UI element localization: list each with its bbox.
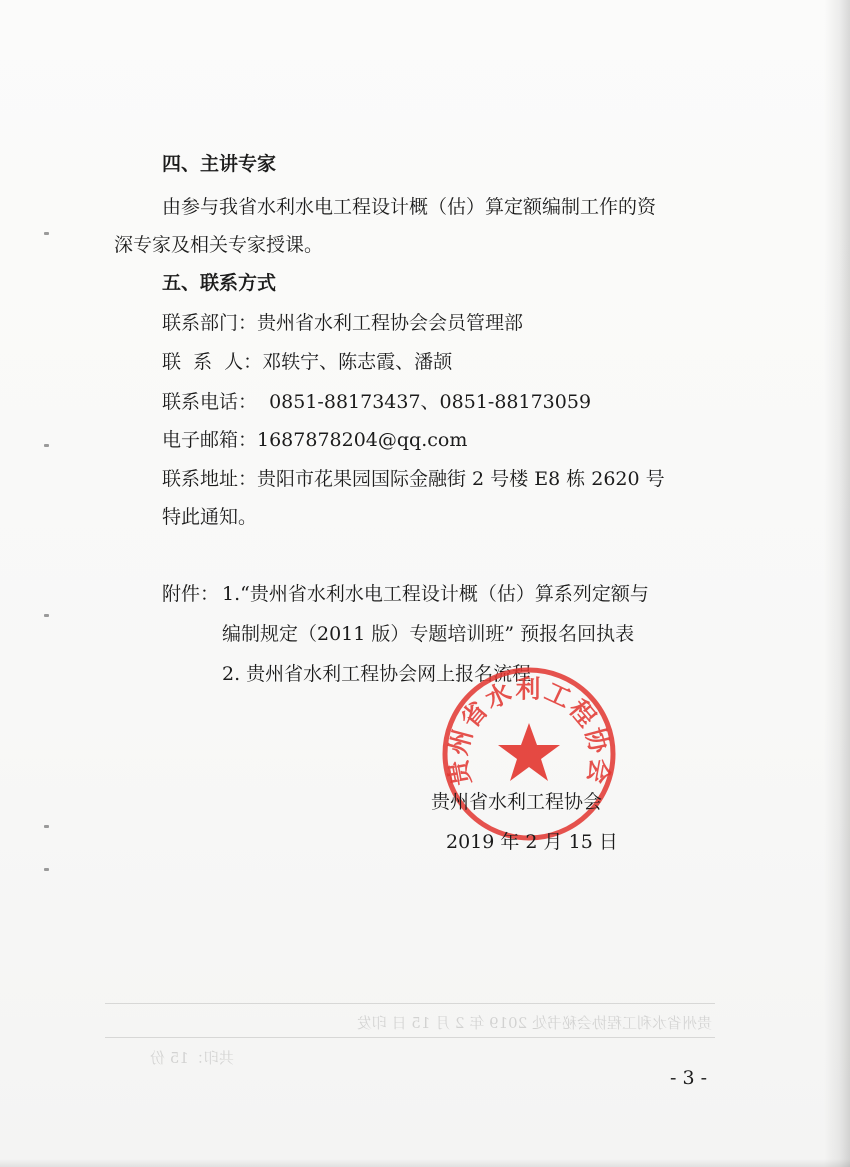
star-icon xyxy=(498,723,560,781)
show-through-text-line2: 共印：15 份 xyxy=(150,1049,234,1067)
official-seal xyxy=(440,665,618,843)
show-through-rule xyxy=(105,1003,715,1004)
closing-text: 特此通知。 xyxy=(162,506,258,528)
show-through-text-line1: 贵州省水利工程协会秘书处 2019 年 2 月 15 日 印发 xyxy=(356,1014,712,1032)
binding-mark xyxy=(44,444,49,447)
section4-heading: 四、主讲专家 xyxy=(162,153,277,175)
section4-body-line1: 由参与我省水利水电工程设计概（估）算定额编制工作的资 xyxy=(162,196,657,218)
contact-phone: 联系电话： 0851-88173437、0851-88173059 xyxy=(162,391,592,413)
section4-body-line2: 深专家及相关专家授课。 xyxy=(114,234,324,256)
contact-email: 电子邮箱：1687878204@qq.com xyxy=(162,429,468,451)
binding-mark xyxy=(44,868,49,871)
contact-person: 联 系 人：邓轶宁、陈志霞、潘颉 xyxy=(162,351,453,373)
page-edge-shadow xyxy=(824,0,850,1167)
attachment-item1-line1: 1.“贵州省水利水电工程设计概（估）算系列定额与 xyxy=(222,583,649,605)
attachment-item1-line2: 编制规定（2011 版）专题培训班” 预报名回执表 xyxy=(222,623,635,645)
signature-date: 2019 年 2 月 15 日 xyxy=(446,831,618,853)
binding-mark xyxy=(44,614,49,617)
signature-organization: 贵州省水利工程协会 xyxy=(431,791,603,813)
seal-text: 贵州省水利工程协会 xyxy=(442,674,616,788)
section5-heading: 五、联系方式 xyxy=(162,272,277,294)
binding-mark xyxy=(44,232,49,235)
contact-address: 联系地址：贵阳市花果园国际金融街 2 号楼 E8 栋 2620 号 xyxy=(162,468,665,490)
show-through-rule xyxy=(105,1037,715,1038)
page-number: - 3 - xyxy=(670,1067,708,1089)
contact-department: 联系部门：贵州省水利工程协会会员管理部 xyxy=(162,312,524,334)
attachment-label: 附件： xyxy=(162,583,220,605)
attachment-item2: 2. 贵州省水利工程协会网上报名流程 xyxy=(222,663,532,685)
binding-mark xyxy=(44,825,49,828)
page-bottom-shadow xyxy=(0,1159,850,1167)
